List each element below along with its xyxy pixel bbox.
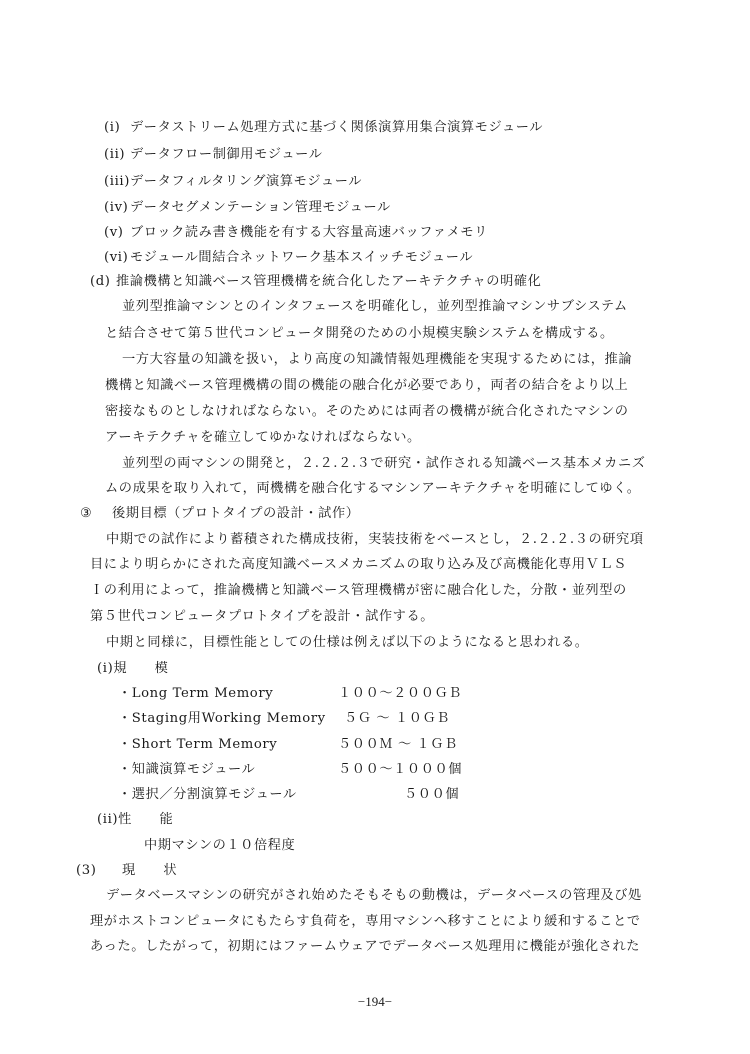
page-number: −194− (357, 994, 393, 1009)
spec-value: ５Ｇ ～ １０ＧＢ (344, 711, 451, 726)
item-text: モジュール間結合ネットワーク基本スイッチモジュール (130, 250, 474, 265)
paragraph-line: 一方大容量の知識を扱い，より高度の知識情報処理機能を実現するためには，推論 (122, 352, 633, 367)
paragraph-line: と結合させて第５世代コンピュータ開発のための小規模実験システムを構成する。 (105, 326, 614, 341)
item-marker: (ii) (104, 147, 126, 162)
spec-value: ５００個 (404, 787, 460, 802)
paragraph-line: アーキテクチャを確立してゆかなければならない。 (105, 430, 421, 445)
module-item (104, 116, 543, 135)
subsection-title: 規 模 (113, 661, 169, 676)
item-marker: (i) (104, 120, 121, 135)
paragraph-line: 中期での試作により蓄積された構成技術，実装技術をベースとし，２.２.２.３の研究項 (106, 532, 644, 547)
subsection-title: 性 能 (118, 812, 174, 827)
paragraph-line: あった。したがって，初期にはファームウェアでデータベース処理用に機能が強化された (90, 939, 641, 954)
paragraph-line: 並列型推論マシンとのインタフェースを明確化し，並列型推論マシンサブシステム (122, 299, 628, 314)
subsection-marker: (i) (97, 661, 114, 676)
item-text: ブロック読み書き機能を有する大容量高速バッファメモリ (130, 225, 488, 240)
spec-name: ・知識演算モジュール (118, 762, 256, 777)
item-text: データセグメンテーション管理モジュール (130, 200, 391, 215)
paragraph-line: 目により明らかにされた高度知識ベースメカニズムの取り込み及び高機能化専用ＶＬＳ (90, 557, 628, 572)
item-marker: (v) (104, 225, 124, 240)
section-d-heading (90, 270, 541, 289)
item-marker: (iv) (104, 200, 129, 215)
spec-name: ・選択／分割演算モジュール (118, 787, 297, 802)
paragraph-line: 第５世代コンピュータプロトタイプを設計・試作する。 (90, 609, 435, 624)
item-text: データストリーム処理方式に基づく関係演算用集合演算モジュール (130, 120, 544, 135)
paragraph-line: Ｉの利用によって，推論機構と知識ベース管理機構が密に融合化した，分散・並列型の (90, 583, 627, 598)
item-marker: (iii) (104, 174, 130, 189)
spec-name: ・Staging用Working Memory (118, 711, 326, 726)
paragraph-line: 理がホストコンピュータにもたらす負荷を，専用マシンへ移すことにより緩和することで (90, 914, 641, 929)
module-item (104, 170, 362, 189)
spec-value: ５００Ｍ ～ １ＧＢ (338, 737, 458, 752)
paragraph-line: 中期と同様に，目標性能としての仕様は例えば以下のようになると思われる。 (106, 635, 589, 650)
paragraph-line: 機構と知識ベース管理機構の間の機能の融合化が必要であり，両者の結合をより以上 (105, 378, 629, 393)
subsection-marker: (ii) (97, 812, 119, 827)
item-text: データフロー制御用モジュール (130, 147, 323, 162)
spec-row (118, 733, 518, 751)
module-item (104, 196, 391, 215)
paragraph-line: ムの成果を取り入れて，両機構を融合化するマシンアーキテクチャを明確にしてゆく。 (105, 481, 641, 496)
spec-row (118, 682, 518, 700)
paragraph-line: データベースマシンの研究がされ始めたそもそもの動機は，データベースの管理及び処 (106, 888, 642, 903)
section-3-heading (80, 502, 360, 521)
section-title: 現 状 (122, 863, 178, 878)
spec-row (118, 758, 518, 776)
paragraph-line: 並列型の両マシンの開発と，２.２.２.３で研究・試作される知識ベース基本メカニズ (122, 456, 646, 471)
spec-row (118, 783, 518, 801)
module-item (104, 143, 323, 162)
scale-heading (97, 657, 168, 676)
item-text: データフィルタリング演算モジュール (130, 174, 363, 189)
spec-value: ５００～１０００個 (338, 762, 463, 777)
section-marker: ③ (80, 506, 93, 521)
section-marker: (3) (76, 863, 97, 878)
performance-heading (97, 808, 173, 827)
section-status-heading (76, 859, 177, 878)
section-marker: (d) (90, 274, 111, 289)
section-title: 後期目標（プロトタイプの設計・試作） (112, 506, 360, 521)
spec-name: ・Long Term Memory (118, 686, 274, 701)
module-item (104, 246, 473, 265)
paragraph-line: 密接なものとしなければならない。そのためには両者の機構が統合化されたマシンの (105, 404, 629, 419)
section-title: 推論機構と知識ベース管理機構を統合化したアーキテクチャの明確化 (116, 274, 542, 289)
performance-text: 中期マシンの１０倍程度 (144, 838, 296, 853)
item-marker: (vi) (104, 250, 129, 265)
spec-row (118, 707, 518, 725)
module-item (104, 221, 488, 240)
spec-name: ・Short Term Memory (118, 737, 278, 752)
spec-value: １００～２００ＧＢ (338, 686, 463, 701)
